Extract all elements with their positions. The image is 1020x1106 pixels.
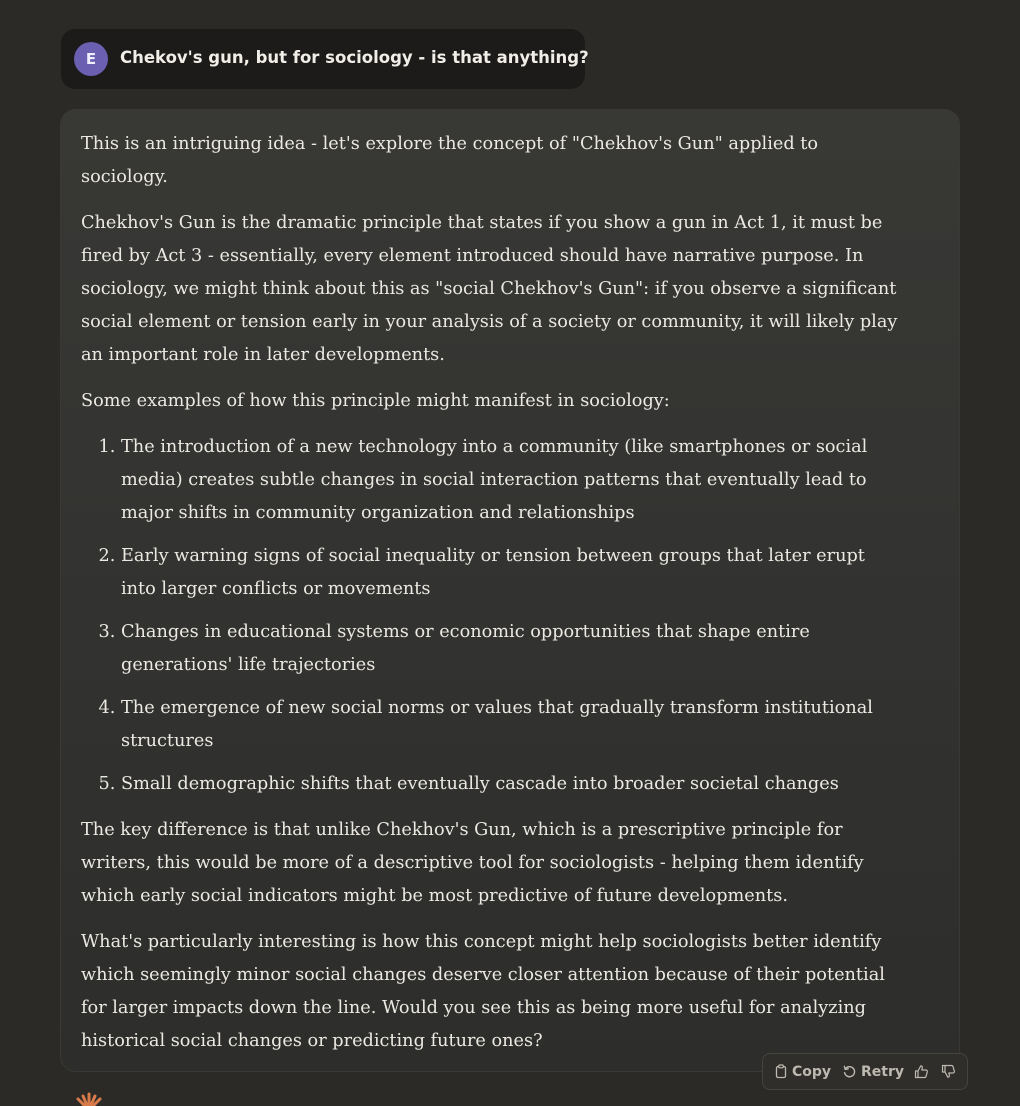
user-message-text: Chekov's gun, but for sociology - is that anything? (120, 48, 589, 67)
thumbs-down-button[interactable] (941, 1054, 960, 1089)
assistant-response (60, 109, 960, 1072)
response-paragraph-1: Chekhov's Gun is the dramatic principle that states if you show a gun in Act 1, it must be fired by Act 3 - essentially, every element introduced should have narrative purpose. In sociology, we might think about this as "social Chekhov's Gun": if you observe a significant social element or tension early in your analysis of a society or community, it will likely play an important role in later developments. (81, 213, 898, 365)
copy-label: Copy (792, 1063, 832, 1080)
list-item: 1. The introduction of a new technology into a community (like smartphones or social media) creates subtle changes in social interaction patterns that eventually lead to major shifts in community organization and relationships (121, 431, 901, 530)
response-paragraph-3: What's particularly interesting is how this concept might help sociologists better identify which seemingly minor social changes deserve closer attention because of their potential for larger impacts down the line. Would you see this as being more useful for analyzing historical social changes or predicting future ones? (81, 932, 885, 1051)
message-action-bar (762, 1053, 968, 1090)
thumbs-up-icon (914, 1064, 929, 1079)
thumbs-down-icon (941, 1064, 956, 1079)
list-item: 5. Small demographic shifts that eventually cascade into broader societal changes (121, 768, 901, 801)
retry-button[interactable] (842, 1054, 904, 1089)
list-item: 2. Early warning signs of social inequality or tension between groups that later erupt into larger conflicts or movements (121, 540, 901, 606)
response-intro: This is an intriguing idea - let's explore the concept of "Chekhov's Gun" applied to sociology. (81, 134, 819, 187)
examples-list (81, 431, 901, 801)
clipboard-icon (774, 1064, 788, 1079)
list-item: 3. Changes in educational systems or economic opportunities that shape entire generations' life trajectories (121, 616, 901, 682)
list-item: 4. The emergence of new social norms or values that gradually transform institutional structures (121, 692, 901, 758)
response-content (81, 128, 901, 1071)
copy-button[interactable] (774, 1054, 831, 1089)
user-avatar[interactable]: E (74, 42, 108, 76)
user-message (61, 29, 589, 89)
response-list-intro: Some examples of how this principle might manifest in sociology: (81, 391, 670, 411)
retry-label: Retry (861, 1063, 904, 1080)
retry-icon (842, 1064, 857, 1079)
response-paragraph-2: The key difference is that unlike Chekhov's Gun, which is a prescriptive principle for writers, this would be more of a descriptive tool for sociologists - helping them identify which early social indicators might be most predictive of future developments. (81, 820, 864, 906)
thumbs-up-button[interactable] (914, 1054, 933, 1089)
assistant-spark-icon (70, 1090, 108, 1106)
